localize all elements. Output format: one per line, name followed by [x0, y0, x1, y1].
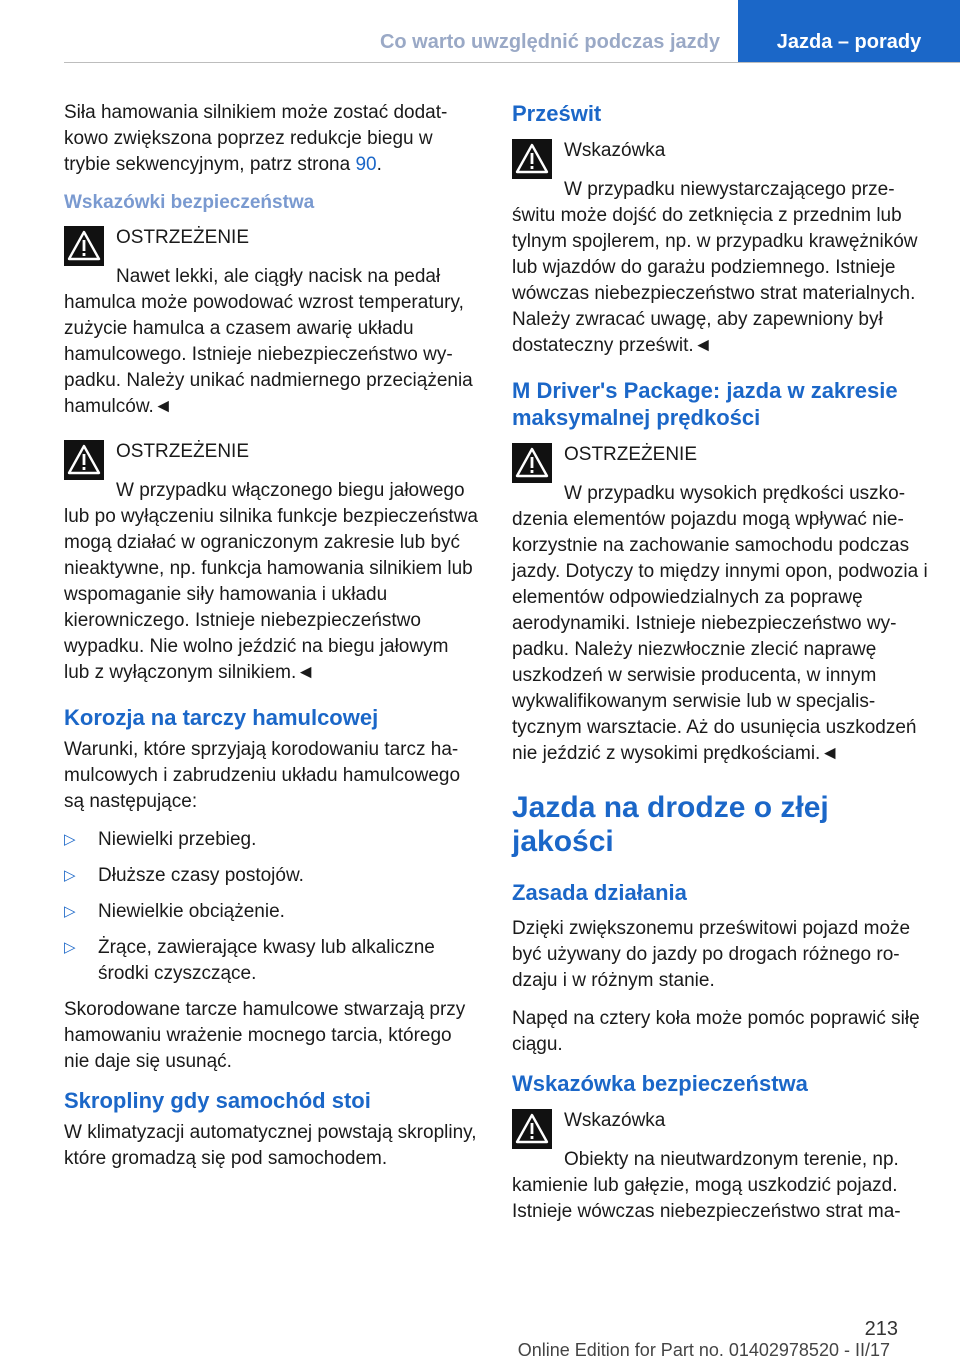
conditions-list	[64, 827, 478, 987]
principle-heading: Zasada działania	[512, 880, 687, 905]
warning-triangle-icon	[64, 226, 104, 266]
condensate-heading: Skropliny gdy samochód stoi	[64, 1088, 371, 1113]
safety-heading: Wskazówki bezpieczeństwa	[64, 192, 315, 213]
condensate-text: W klimatyzacji automatycznej powstają skropliny, które gromadzą się pod samochodem.	[64, 1122, 477, 1169]
note-text: Obiekty na nieutwardzonym terenie, np. kamienie lub gałęzie, mogą uszkodzić pojazd. Istnieje wówczas niebezpieczeństwo strat ma-	[512, 1149, 901, 1222]
warning-block	[512, 441, 930, 767]
principle-text-2: Napęd na cztery koła może pomóc poprawić siłę ciągu.	[512, 1008, 920, 1055]
list-item: ▷ Żrące, zawierające kwasy lub alkaliczne środki czyszczące.	[64, 937, 435, 984]
note-title: Wskazówka	[564, 140, 666, 161]
warning-title: OSTRZEŻENIE	[116, 441, 250, 462]
note-block	[512, 137, 930, 359]
triangle-bullet-icon: ▷	[64, 903, 76, 920]
warning-title: OSTRZEŻENIE	[116, 227, 250, 248]
note-block	[512, 1107, 930, 1225]
warning-triangle-icon	[512, 443, 552, 483]
list-item: ▷ Dłuższe czasy postojów.	[64, 863, 478, 889]
page-header	[64, 0, 960, 63]
page-link[interactable]: 90	[355, 154, 377, 175]
corrosion-after-text: Skorodowane tarcze hamulcowe stwarzają przy hamowaniu wrażenie mocnego tarcia, którego nie daje się usunąć.	[64, 999, 466, 1072]
warning-triangle-icon	[512, 139, 552, 179]
note-text: W przypadku niewystarczającego prześwitu może dojść do zetknięcia z przednim lub tylnym spojlerem, np. w przypadku krawężników lub wjazdów do garażu podziemnego. Istnieje wówczas niebezpieczeństwo strat materialnych. Należy zwracać uwagę, aby zapewniony był dostateczny prześwit.◄	[512, 179, 918, 356]
header-chapter-tab: Jazda – porady	[738, 0, 960, 62]
list-item: ▷ Niewielki przebieg.	[64, 827, 478, 853]
safety2-heading: Wskazówka bezpieczeństwa	[512, 1071, 808, 1096]
warning-text: Nawet lekki, ale ciągły nacisk na pedał hamulca może powodować wzrost temperatury, zużycie hamulca a czasem awarię układu hamulcowego. Istnieje niebezpieczeństwo wypadku. Należy unikać nadmiernego przeciążenia hamulców.◄	[64, 266, 473, 417]
left-column	[64, 100, 478, 1184]
triangle-bullet-icon: ▷	[64, 867, 76, 884]
warning-text: W przypadku wysokich prędkości uszkodzenia elementów pojazdu mogą wpływać niekorzystnie na zachowanie samochodu podczas jazdy. Dotyczy to między innymi opon, podwozia i elementów odpowiedzialnych za poprawę aerodynamiki. Istnieje niebezpieczeństwo wypadku. Należy niezwłocznie zlecić naprawę uszkodzeń w serwisie producenta, w innym wykwalifikowanym serwisie lub w specjalistycznym warsztacie. Aż do usunięcia uszkodzeń nie jeździć z wysokimi prędkościami.◄	[512, 483, 928, 764]
edition-note: Online Edition for Part no. 01402978520 - II/17	[517, 1340, 890, 1360]
right-column	[512, 100, 930, 1243]
triangle-bullet-icon: ▷	[64, 831, 76, 848]
rough-road-heading: Jazda na drodze o złej jakości	[512, 791, 829, 858]
mdriver-heading: M Driver's Package: jazda w zakresie maksymalnej prędkości	[512, 378, 898, 430]
list-item: ▷ Niewielkie obciążenie.	[64, 899, 478, 925]
warning-text: W przypadku włączonego biegu jałowego lub po wyłączeniu silnika funkcje bezpieczeństwa mogą działać w ograniczonym zakresie lub być nieaktywne, np. funkcja hamowania silnikiem lub wspomaganie siły hamowania i układu kierowniczego. Istnieje niebezpieczeństwo wypadku. Nie wolno jeździć na biegu jałowym lub z wyłączonym silnikiem.◄	[64, 480, 479, 683]
warning-block	[64, 224, 478, 420]
clearance-heading: Prześwit	[512, 101, 602, 126]
warning-triangle-icon	[64, 440, 104, 480]
warning-triangle-icon	[512, 1109, 552, 1149]
triangle-bullet-icon: ▷	[64, 939, 76, 956]
note-title: Wskazówka	[564, 1110, 666, 1131]
warning-title: OSTRZEŻENIE	[564, 444, 698, 465]
corrosion-heading: Korozja na tarczy hamulcowej	[64, 705, 379, 730]
page-number: 213	[864, 1318, 898, 1340]
corrosion-text: Warunki, które sprzyjają korodowaniu tarcz hamulcowych i zabrudzeniu układu hamulcowego są następujące:	[64, 739, 461, 812]
intro-end: .	[376, 154, 382, 175]
header-section-title: Co warto uwzględnić podczas jazdy	[379, 31, 720, 53]
warning-block	[64, 438, 478, 686]
intro-paragraph	[64, 100, 478, 178]
intro-text: Siła hamowania silnikiem może zostać dodatkowo zwiększona poprzez redukcje biegu w trybie sekwencyjnym, patrz strona	[64, 102, 448, 175]
principle-text-1: Dzięki zwiększonemu prześwitowi pojazd może być używany do jazdy po drogach różnego rodzaju i w różnym stanie.	[512, 918, 911, 991]
